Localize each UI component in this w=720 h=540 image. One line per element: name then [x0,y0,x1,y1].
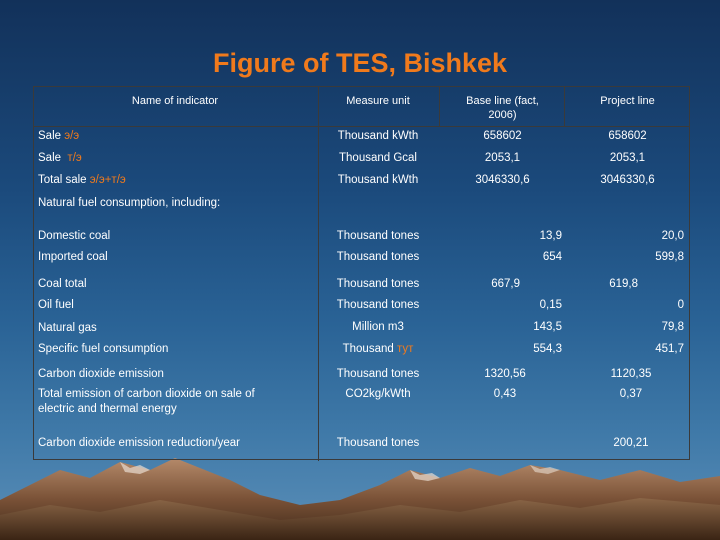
project-oil-fuel: 0 [677,299,684,311]
unit-total-sale: Thousand kWth [337,174,419,186]
project-coal-total: 619,8 [609,278,638,290]
header-name-of-indicator: Name of indicator [131,95,219,107]
base-total-emission: 0,43 [493,388,517,400]
row-name-prefix: Total sale [38,174,90,186]
base-coal-total: 667,9 [491,278,520,290]
row-name-prefix: Sale [38,130,65,142]
row-name-specific-fuel: Specific fuel consumption [38,343,169,355]
base-co2-emission: 1320,56 [484,368,526,380]
base-natural-gas: 143,5 [533,321,562,333]
project-co2-emission: 1120,35 [610,368,652,380]
unit-total-emission: CO2kg/kWth [345,388,411,400]
unit-sale-ee: Thousand kWth [337,130,419,142]
row-name-imported-coal: Imported coal [38,251,108,263]
base-imported-coal: 654 [542,251,562,263]
unit-oil-fuel: Thousand tones [336,299,420,311]
row-name-line2: electric and thermal energy [38,403,177,415]
row-name-coal-total: Coal total [38,278,87,290]
base-sale-te: 2053,1 [484,152,521,164]
project-specific-fuel: 451,7 [655,343,684,355]
header-measure-unit: Measure unit [346,95,410,107]
project-domestic-coal: 20,0 [661,230,684,242]
row-name-domestic-coal: Domestic coal [38,230,111,242]
base-oil-fuel: 0,15 [539,299,562,311]
project-natural-gas: 79,8 [661,321,684,333]
row-name-prefix: Sale [38,152,68,164]
project-sale-ee: 658602 [608,130,647,142]
project-imported-coal: 599,8 [655,251,684,263]
unit-sale-te: Thousand Gcal [339,152,417,164]
row-name-total-emission [38,387,255,417]
header-base-line-part2: 2006) [488,109,517,121]
row-name-natural-gas: Natural gas [38,322,97,334]
header-base-line-part1: Base line (fact, [466,95,539,107]
unit-reduction: Thousand tones [336,437,420,449]
base-specific-fuel: 554,3 [533,343,562,355]
header-project-line: Project line [600,95,655,107]
unit-natural-gas: Million m3 [352,321,404,333]
row-name-highlight: э/э+т/э [89,174,126,186]
header-divider [34,126,689,127]
row-name-highlight: э/э [64,130,80,142]
row-name-highlight: т/э [67,152,82,164]
project-total-emission: 0,37 [619,388,643,400]
unit-specific-fuel [318,342,438,356]
project-total-sale: 3046330,6 [600,174,655,186]
base-domestic-coal: 13,9 [539,230,562,242]
page-title: Figure of TES, Bishkek [212,48,508,78]
row-name-total-sale [38,173,126,187]
unit-highlight: тут [396,343,414,355]
row-name-co2-emission: Carbon dioxide emission [38,368,164,380]
project-reduction: 200,21 [613,437,649,449]
unit-prefix: Thousand [342,343,397,355]
unit-co2-emission: Thousand tones [336,368,420,380]
unit-imported-coal: Thousand tones [336,251,420,263]
unit-coal-total: Thousand tones [336,278,420,290]
project-sale-te: 2053,1 [609,152,646,164]
row-name-natural-fuel: Natural fuel consumption, including: [38,197,221,209]
header-base-line [440,94,565,122]
row-name-sale-ee [38,129,79,143]
row-name-line1: Total emission of carbon dioxide on sale of [38,388,255,400]
row-name-sale-te [38,151,82,165]
base-sale-ee: 658602 [483,130,522,142]
row-name-oil-fuel: Oil fuel [38,299,74,311]
unit-domestic-coal: Thousand tones [336,230,420,242]
base-total-sale: 3046330,6 [475,174,530,186]
row-name-reduction: Carbon dioxide emission reduction/year [38,437,240,449]
column-divider [318,87,319,461]
